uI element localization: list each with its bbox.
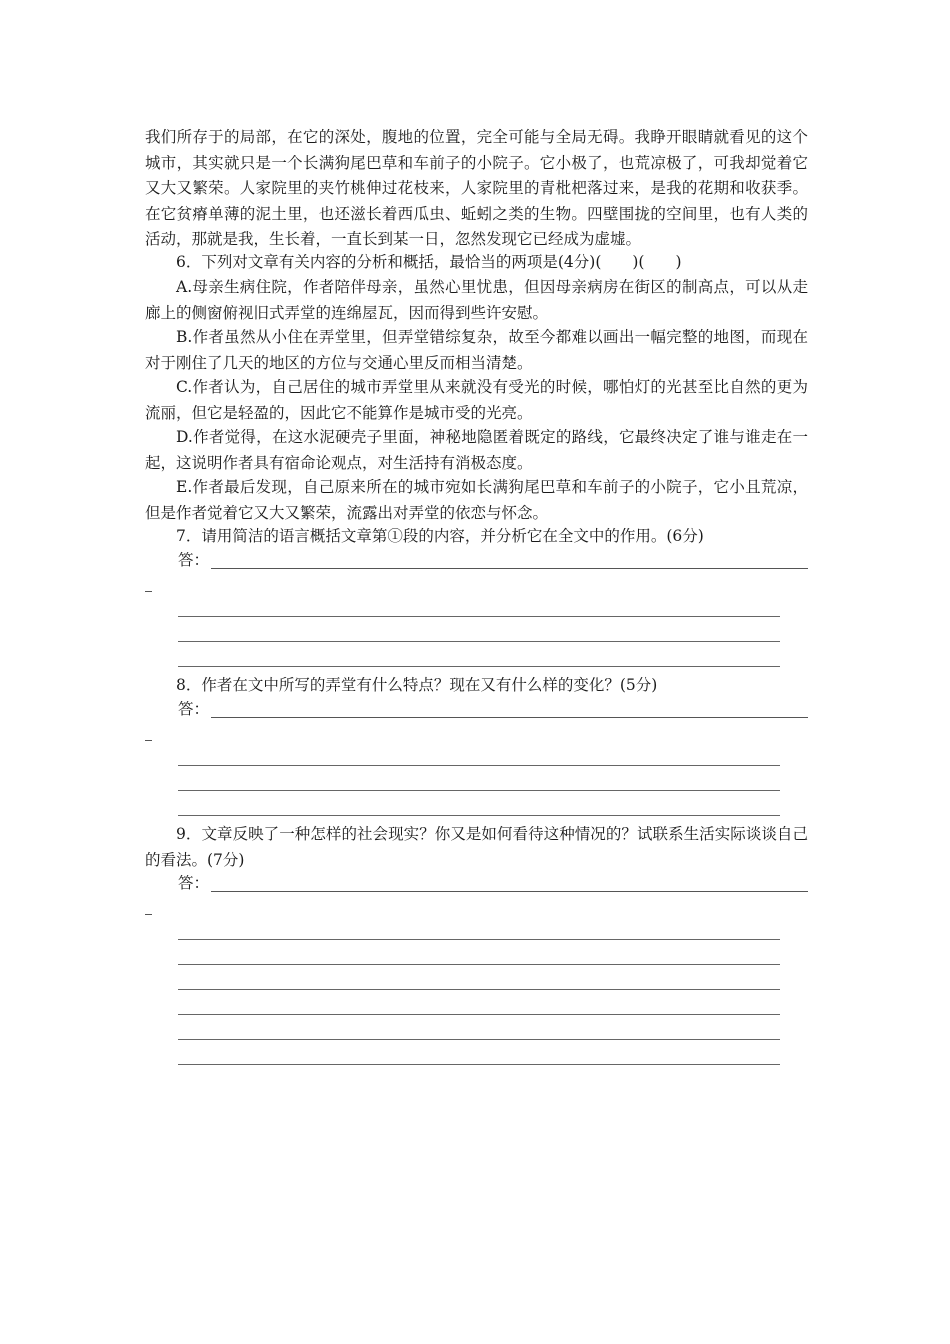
question-6-option-e: E.作者最后发现，自己原来所在的城市宛如长满狗尾巴草和车前子的小院子，它小且荒凉，但是作者觉着它又大又繁荣，流露出对弄堂的依恋与怀念。	[145, 478, 808, 522]
question-8-stem: 8．作者在文中所写的弄堂有什么特点？现在又有什么样的变化？(5分)	[176, 676, 658, 694]
answer-line[interactable]	[178, 790, 780, 791]
question-6-option-c: C.作者认为，自己居住的城市弄堂里从来就没有受光的时候，哪怕灯的光甚至比自然的更为流丽，但它是轻盈的，因此它不能算作是城市受的光亮。	[145, 378, 808, 422]
answer-blank[interactable]	[211, 568, 808, 569]
question-9-stem: 9．文章反映了一种怎样的社会现实？你又是如何看待这种情况的？试联系生活实际谈谈自己的看法。(7分)	[145, 825, 808, 869]
answer-line[interactable]	[178, 765, 780, 766]
answer-line[interactable]	[178, 616, 780, 617]
answer-blank[interactable]	[211, 891, 808, 892]
line-break-dash	[145, 591, 152, 592]
passage-paragraph	[145, 125, 808, 253]
answer-label: 答：	[178, 700, 210, 718]
answer-line[interactable]	[178, 815, 780, 816]
answer-label: 答：	[178, 874, 210, 892]
question-6-option-a: A.母亲生病住院，作者陪伴母亲，虽然心里忧患，但因母亲病房在街区的制高点，可以从走廊上的侧窗俯视旧式弄堂的连绵屋瓦，因而得到些许安慰。	[145, 278, 808, 322]
question-7-answer-row	[178, 548, 808, 570]
answer-line[interactable]	[178, 1014, 780, 1015]
answer-line[interactable]	[178, 641, 780, 642]
answer-line[interactable]	[178, 964, 780, 965]
answer-line[interactable]	[178, 939, 780, 940]
passage-line: 个城市，其实就只是一个长满狗尾巴草和车前子的小院子。它小极了，也荒凉极了，可我却觉	[145, 128, 808, 172]
passage-line: 也有人类的活动，那就是我，生长着，一直长到某一日，忽然发现它已经成为虚墟。	[145, 204, 808, 248]
question-9-answer-row	[178, 871, 808, 893]
passage-line: 着它又大又繁荣。人家院里的夹竹桃伸过花枝来，人家院里的青枇杷落过来，是我的花期和	[145, 153, 808, 197]
passage-line: 我们所存于的局部，在它的深处，腹地的位置，完全可能与全局无碍。我睁开眼睛就看见的这	[145, 128, 793, 146]
answer-line[interactable]	[178, 989, 780, 990]
answer-line[interactable]	[178, 1039, 780, 1040]
answer-blank[interactable]	[211, 717, 808, 718]
answer-label: 答：	[178, 551, 210, 569]
question-7-stem: 7．请用简洁的语言概括文章第①段的内容，并分析它在全文中的作用。(6分)	[176, 527, 704, 545]
passage-line: 收获季。在它贫瘠单薄的泥土里，也还滋长着西瓜虫、蚯蚓之类的生物。四壁围拢的空间里，	[145, 179, 808, 223]
question-6-stem: 6．下列对文章有关内容的分析和概括，最恰当的两项是(4分)( )( )	[176, 253, 682, 271]
answer-line[interactable]	[178, 666, 780, 667]
question-6-option-d: D.作者觉得，在这水泥硬壳子里面，神秘地隐匿着既定的路线，它最终决定了谁与谁走在一起，这说明作者具有宿命论观点，对生活持有消极态度。	[145, 428, 808, 472]
line-break-dash	[145, 740, 152, 741]
line-break-dash	[145, 914, 152, 915]
answer-line[interactable]	[178, 1064, 780, 1065]
question-6-option-b: B.作者虽然从小住在弄堂里，但弄堂错综复杂，故至今都难以画出一幅完整的地图，而现在对于刚住了几天的地区的方位与交通心里反而相当清楚。	[145, 328, 808, 372]
question-8-answer-row	[178, 697, 808, 719]
